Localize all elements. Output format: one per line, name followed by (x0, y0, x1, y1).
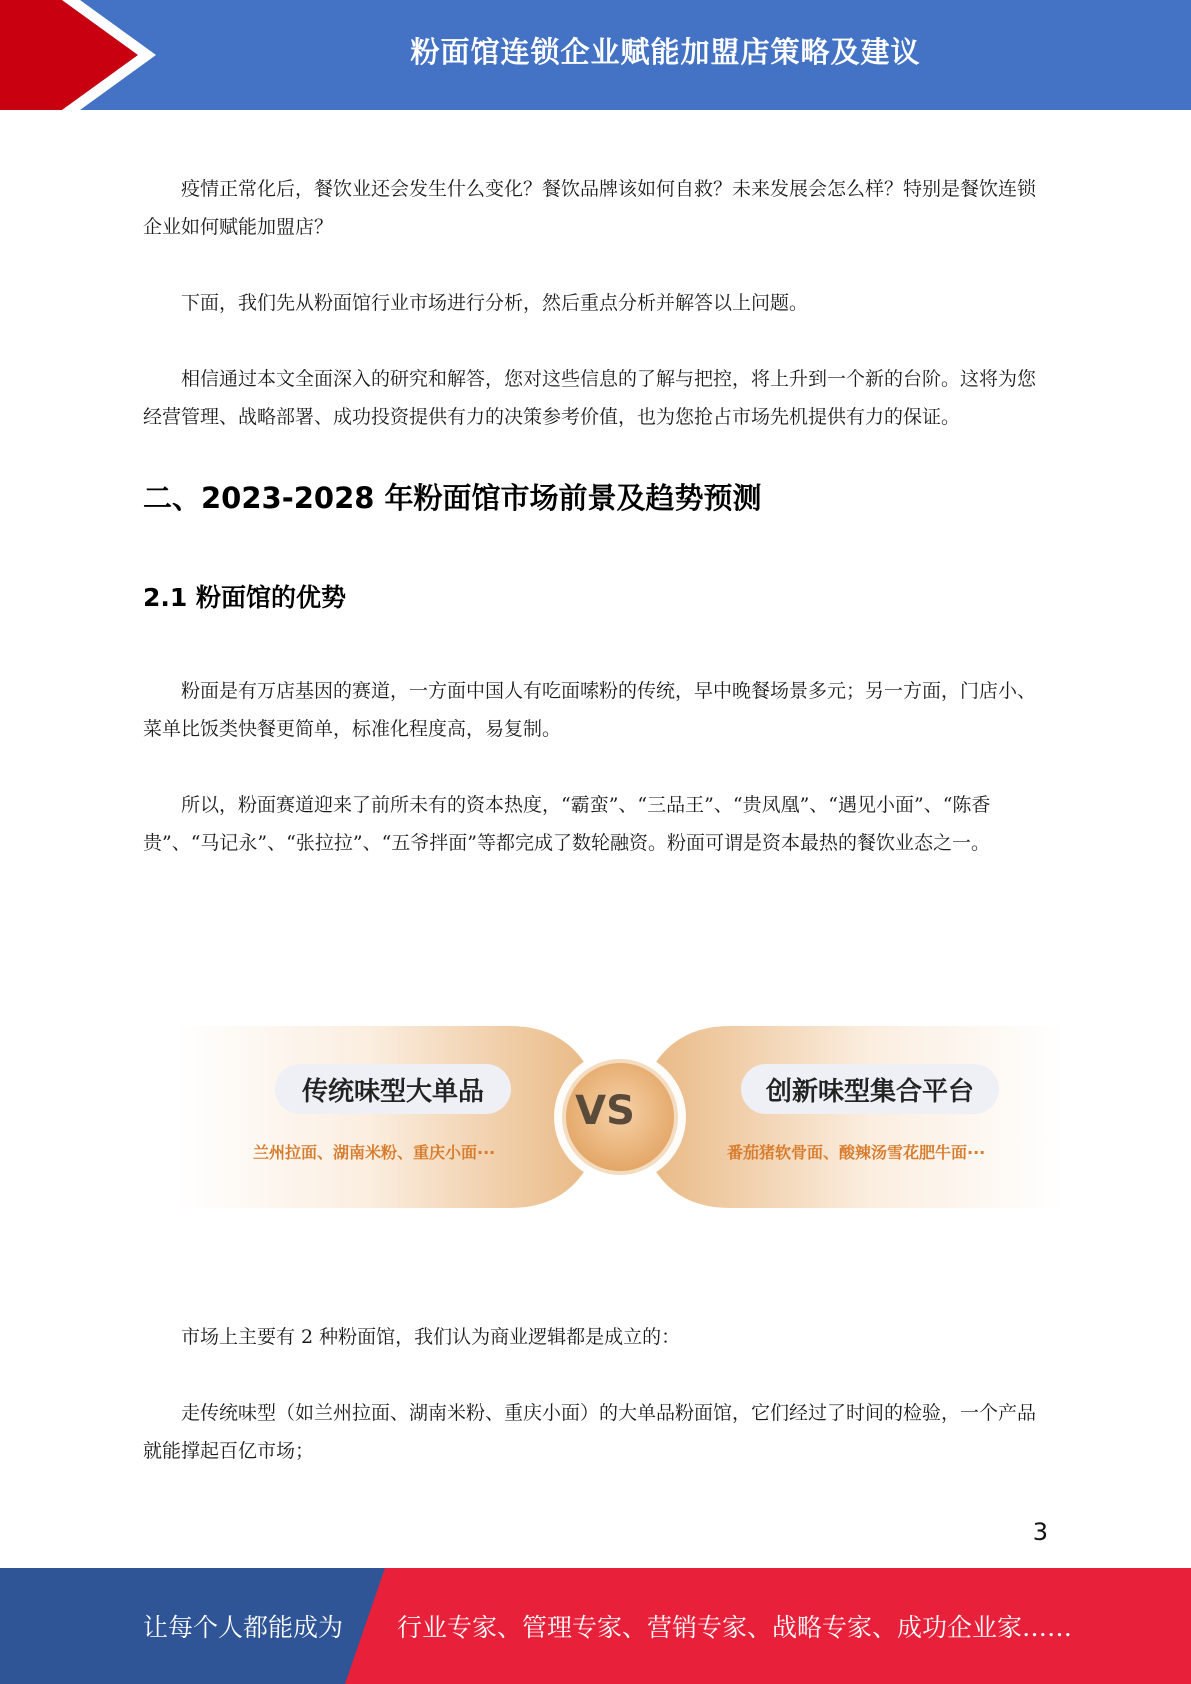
innovative-flavor-examples: 番茄猪软骨面、酸辣汤雪花肥牛面··· (727, 1143, 986, 1162)
section-paragraph-1: 粉面是有万店基因的赛道，一方面中国人有吃面嗦粉的传统，早中晚餐场景多元；另一方面，门店小、菜单比饭类快餐更简单，标准化程度高，易复制。 (143, 680, 1037, 740)
main-content (143, 170, 1048, 862)
traditional-flavor-examples: 兰州拉面、湖南米粉、重庆小面··· (253, 1143, 496, 1162)
document-title: 粉面馆连锁企业赋能加盟店策略及建议 (410, 34, 921, 69)
header-chevron-decoration (0, 0, 160, 110)
traditional-flavor-label: 传统味型大单品 (275, 1064, 511, 1114)
page-footer (0, 1568, 1191, 1684)
innovative-flavor-label: 创新味型集合平台 (741, 1064, 999, 1114)
section-heading: 二、2023-2028 年粉面馆市场前景及趋势预测 (143, 481, 762, 515)
post-figure-content (143, 1318, 1048, 1470)
page-header (0, 0, 1191, 110)
subsection-heading: 2.1 粉面馆的优势 (143, 583, 346, 612)
after-paragraph-2: 走传统味型（如兰州拉面、湖南米粉、重庆小面）的大单品粉面馆，它们经过了时间的检验，一个产品就能撑起百亿市场； (143, 1402, 1037, 1462)
comparison-figure (175, 1026, 1065, 1208)
footer-slogan-left: 让每个人都能成为 (143, 1613, 344, 1642)
section-paragraph-2: 所以，粉面赛道迎来了前所未有的资本热度，“霸蛮”、“三品王”、“贵凤凰”、“遇见小面”、“陈香贵”、“马记永”、“张拉拉”、“五爷拌面”等都完成了数轮融资。粉面可谓是资本最热的餐饮业态之一。 (143, 794, 991, 854)
intro-paragraph-2: 下面，我们先从粉面馆行业市场进行分析，然后重点分析并解答以上问题。 (181, 292, 809, 314)
footer-slogan-right: 行业专家、管理专家、营销专家、战略专家、成功企业家…… (397, 1613, 1073, 1642)
page-number: 3 (1032, 1518, 1048, 1546)
intro-paragraph-3: 相信通过本文全面深入的研究和解答，您对这些信息的了解与把控，将上升到一个新的台阶。这将为您经营管理、战略部署、成功投资提供有力的决策参考价值，也为您抢占市场先机提供有力的保证。 (143, 368, 1037, 428)
intro-paragraph-1: 疫情正常化后，餐饮业还会发生什么变化？餐饮品牌该如何自救？未来发展会怎么样？特别是餐饮连锁企业如何赋能加盟店？ (143, 178, 1037, 238)
after-paragraph-1: 市场上主要有 2 种粉面馆，我们认为商业逻辑都是成立的： (181, 1326, 681, 1348)
vs-label: VS (575, 1088, 635, 1134)
